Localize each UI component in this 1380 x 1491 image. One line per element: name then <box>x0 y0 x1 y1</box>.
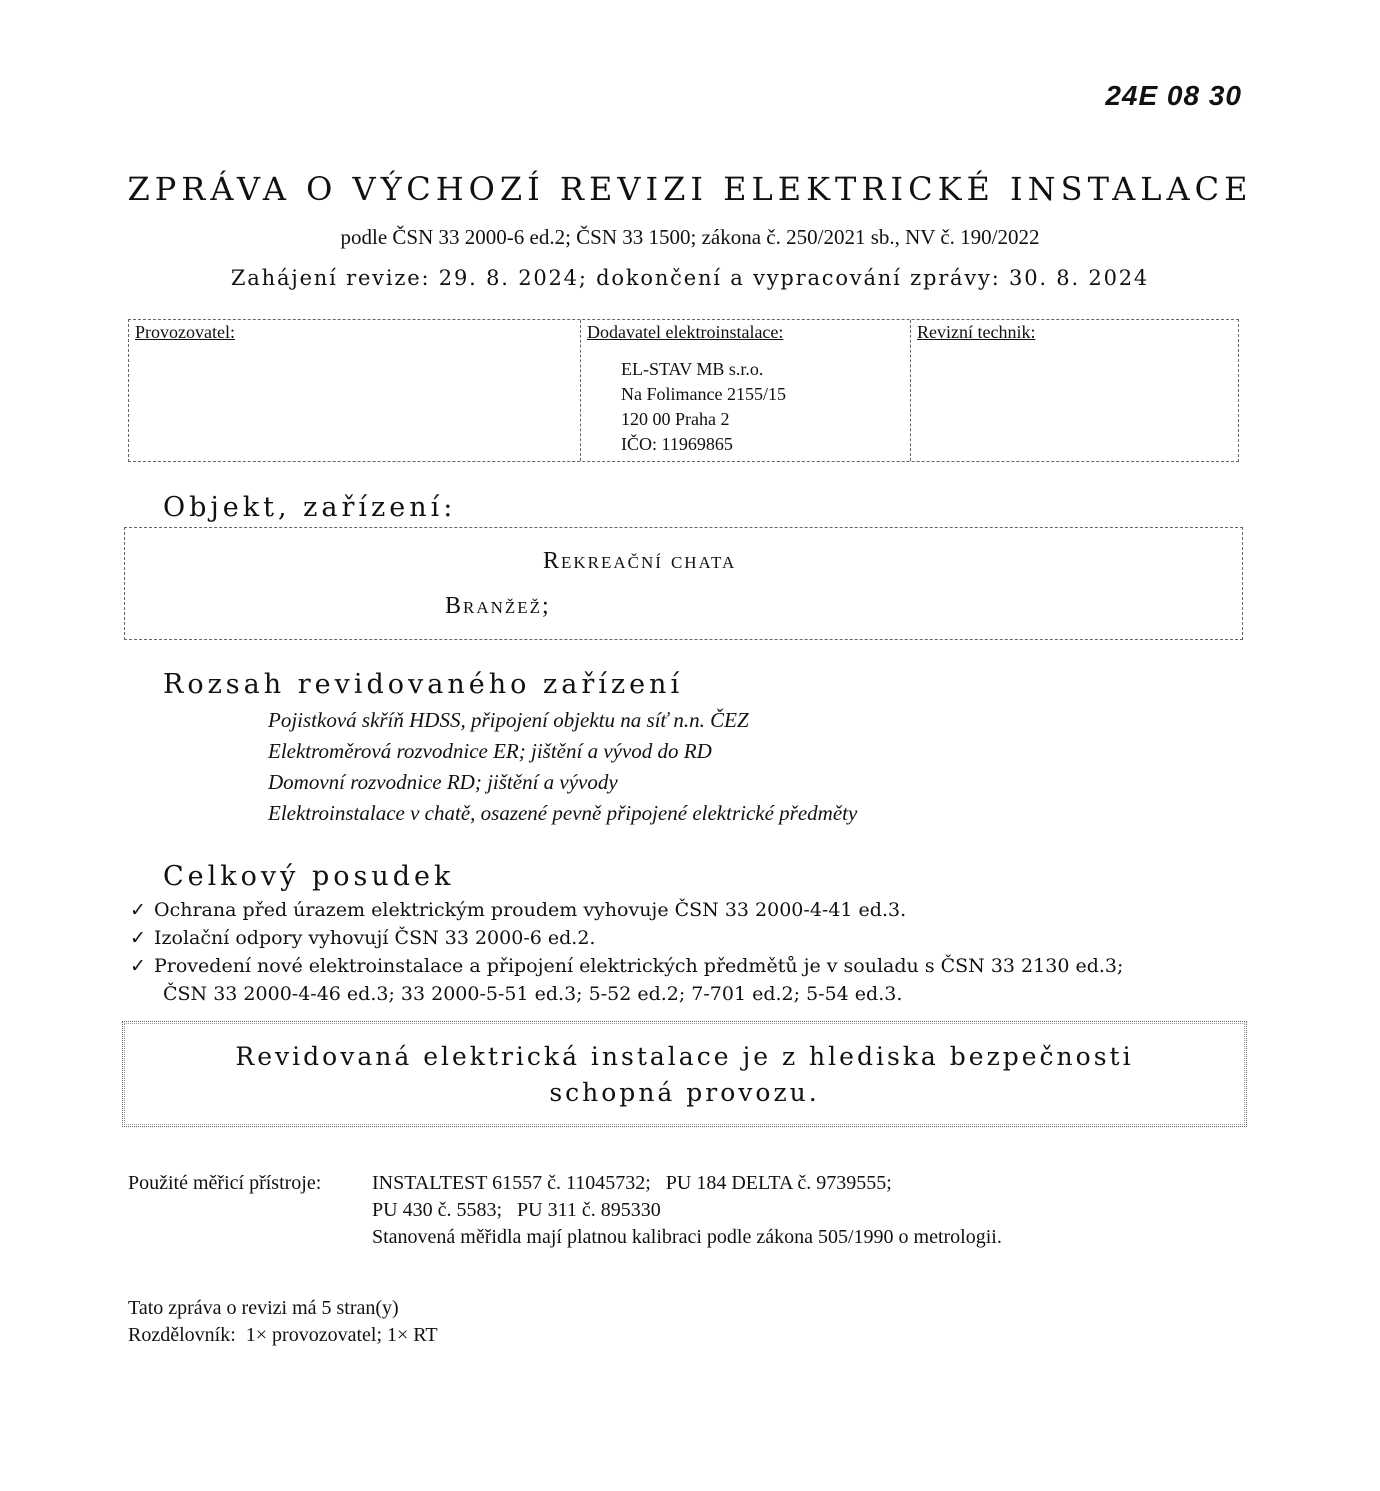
list-item <box>130 952 1123 980</box>
instruments-list <box>372 1170 1002 1251</box>
verdict-text: Provedení nové elektroinstalace a připojení elektrických předmětů je v souladu s ČSN 33 2130 ed.3; <box>154 955 1124 977</box>
checkmark-icon: ✓ <box>130 955 146 977</box>
supplier-city: 120 00 Praha 2 <box>621 409 730 429</box>
verdict-text: Ochrana před úrazem elektrickým proudem vyhovuje ČSN 33 2000-4-41 ed.3. <box>154 899 907 921</box>
document-title: ZPRÁVA O VÝCHOZÍ REVIZI ELEKTRICKÉ INSTALACE <box>127 170 1253 208</box>
supplier-label: Dodavatel elektroinstalace: <box>587 322 784 342</box>
object-type: Rekreační chata <box>543 548 737 574</box>
list-item <box>130 924 1123 952</box>
instruments-section <box>128 1170 1128 1260</box>
instruments-line: PU 430 č. 5583; PU 311 č. 895330 <box>372 1199 661 1221</box>
supplier-ico: IČO: 11969865 <box>621 434 733 454</box>
conclusion-box <box>122 1021 1247 1127</box>
conclusion-line-2: schopná provozu. <box>549 1078 820 1107</box>
instruments-line: INSTALTEST 61557 č. 11045732; PU 184 DELTA č. 9739555; <box>372 1172 892 1194</box>
list-item: Elektroměrová rozvodnice ER; jištění a vývod do RD <box>268 739 712 763</box>
standards-reference: podle ČSN 33 2000-6 ed.2; ČSN 33 1500; zákona č. 250/2021 sb., NV č. 190/2022 <box>340 225 1040 249</box>
distribution-list: Rozdělovník: 1× provozovatel; 1× RT <box>128 1324 438 1346</box>
verdict-text: Izolační odpory vyhovují ČSN 33 2000-6 ed.2. <box>154 927 596 949</box>
conclusion-line-1: Revidovaná elektrická instalace je z hlediska bezpečnosti <box>235 1042 1134 1071</box>
list-item: Elektroinstalace v chatě, osazené pevně připojené elektrické předměty <box>268 801 858 825</box>
scope-heading: Rozsah revidovaného zařízení <box>163 669 684 700</box>
list-item: Pojistková skříň HDSS, připojení objektu na síť n.n. ČEZ <box>268 708 749 732</box>
operator-cell <box>129 320 581 461</box>
scope-list <box>268 705 857 829</box>
verdict-list <box>130 896 1123 1008</box>
supplier-cell <box>581 320 911 461</box>
technician-cell <box>911 320 1238 461</box>
supplier-address <box>621 357 904 457</box>
object-heading: Objekt, zařízení: <box>163 492 457 523</box>
supplier-street: Na Folimance 2155/15 <box>621 384 786 404</box>
verdict-heading: Celkový posudek <box>163 861 455 892</box>
checkmark-icon: ✓ <box>130 899 146 921</box>
document-number: 24E 08 30 <box>1105 80 1242 111</box>
checkmark-icon: ✓ <box>130 927 146 949</box>
object-box <box>124 527 1243 640</box>
verdict-continuation: ČSN 33 2000-4-46 ed.3; 33 2000-5-51 ed.3; 5-52 ed.2; 7-701 ed.2; 5-54 ed.3. <box>163 983 903 1005</box>
list-item <box>130 896 1123 924</box>
supplier-name: EL-STAV MB s.r.o. <box>621 359 764 379</box>
instruments-label: Použité měřicí přístroje: <box>128 1172 322 1194</box>
operator-label: Provozovatel: <box>135 322 235 342</box>
object-location: Branžež; <box>445 593 551 619</box>
calibration-note: Stanovená měřidla mají platnou kalibraci podle zákona 505/1990 o metrologii. <box>372 1226 1002 1248</box>
revision-dates: Zahájení revize: 29. 8. 2024; dokončení a vypracování zprávy: 30. 8. 2024 <box>230 266 1150 290</box>
technician-label: Revizní technik: <box>917 322 1036 342</box>
page-count: Tato zpráva o revizi má 5 stran(y) <box>128 1297 399 1319</box>
list-item: Domovní rozvodnice RD; jištění a vývody <box>268 770 618 794</box>
parties-table <box>128 319 1239 462</box>
footer <box>128 1295 438 1349</box>
